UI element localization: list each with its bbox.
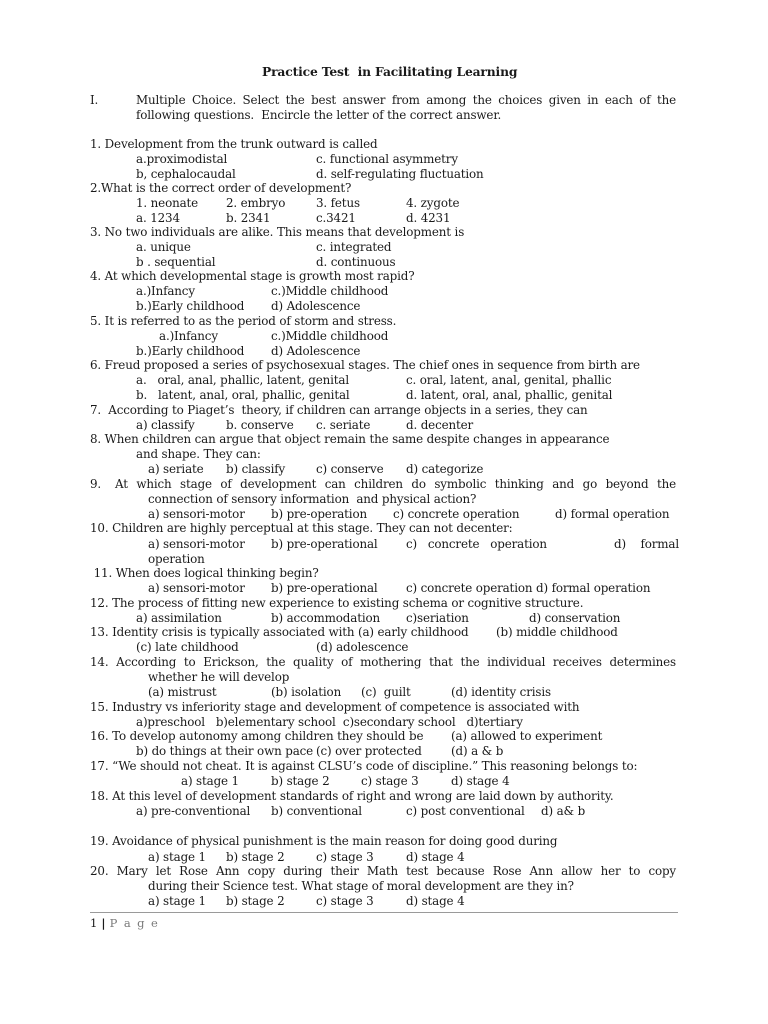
question-9-stem-line1: At which stage of development can children do symbolic thinking and go beyond the [115,477,676,491]
question-8-option-c: c) conserve [316,462,384,476]
question-6-option-d: d. latent, oral, anal, phallic, genital [406,388,613,402]
question-14-option-d: (d) identity crisis [451,685,551,699]
page-number: 1 [90,916,98,930]
question-14-option-c: (c) guilt [361,685,411,699]
question-15-stem: 15. Industry vs inferiority stage and development of competence is associated with [90,700,580,714]
question-7-option-c: c. seriate [316,418,371,432]
question-7-option-a: a) classify [136,418,195,432]
footer-divider [90,912,678,913]
question-3-stem: 3. No two individuals are alike. This means that development is [90,225,465,239]
section-number: I. [90,93,99,107]
question-11-option-a: a) sensori-motor [148,581,245,595]
question-9-option-c: c) concrete operation [393,507,520,521]
question-6-option-a: a. oral, anal, phallic, latent, genital [136,373,350,387]
question-6-stem: 6. Freud proposed a series of psychosexual stages. The chief ones in sequence from birth are [90,358,640,372]
question-3-option-b: b . sequential [136,255,216,269]
question-10-option-d-line1: d) formal [614,537,679,551]
question-15-options: a)preschool b)elementary school c)secondary school d)tertiary [136,715,523,729]
question-1-option-a: a.proximodistal [136,152,228,166]
question-20-option-b: b) stage 2 [226,894,285,908]
question-14-option-b: (b) isolation [271,685,342,699]
question-20-stem-line2: during their Science test. What stage of moral development are they in? [148,879,574,893]
question-20-option-a: a) stage 1 [148,894,206,908]
question-2-item-2: 2. embryo [226,196,286,210]
section-instructions-line1: Multiple Choice. Select the best answer from among the choices given in each of the [136,93,676,107]
question-2-item-3: 3. fetus [316,196,360,210]
question-14-option-a: (a) mistrust [148,685,217,699]
question-16-option-c: (c) over protected [316,744,422,758]
question-19-option-d: d) stage 4 [406,850,465,864]
question-18-stem: 18. At this level of development standards of right and wrong are laid down by authority. [90,789,614,803]
question-17-stem: 17. “We should not cheat. It is against CLSU’s code of discipline.” This reasoning belongs to: [90,759,638,773]
question-19-stem: 19. Avoidance of physical punishment is the main reason for doing good during [90,834,558,848]
question-12-option-b: b) accommodation [271,611,381,625]
question-1-option-d: d. self-regulating fluctuation [316,167,484,181]
question-11-stem: 11. When does logical thinking begin? [90,566,319,580]
question-9-stem-line2: connection of sensory information and physical action? [148,492,477,506]
question-7-stem: 7. According to Piaget’s theory, if children can arrange objects in a series, they can [90,403,588,417]
question-1-option-b: b, cephalocaudal [136,167,236,181]
page-label: P a g e [109,916,160,930]
question-19-option-c: c) stage 3 [316,850,374,864]
question-18-option-c: c) post conventional [406,804,525,818]
question-2-option-c: c.3421 [316,211,356,225]
question-3-option-d: d. continuous [316,255,396,269]
question-20-option-c: c) stage 3 [316,894,374,908]
question-18-option-a: a) pre-conventional [136,804,251,818]
question-9-number: 9. [90,477,102,491]
question-18-option-d: d) a& b [541,804,586,818]
question-17-option-c: c) stage 3 [361,774,419,788]
question-2-option-a: a. 1234 [136,211,180,225]
question-12-option-d: d) conservation [529,611,621,625]
question-1-stem: 1. Development from the trunk outward is called [90,137,378,151]
question-13-option-c: (c) late childhood [136,640,239,654]
question-10-option-c: c) concrete operation [406,537,547,551]
section-instructions-line2: following questions. Encircle the letter of the correct answer. [136,108,502,122]
question-2-item-4: 4. zygote [406,196,460,210]
question-7-option-b: b. conserve [226,418,294,432]
question-19-option-b: b) stage 2 [226,850,285,864]
question-16-option-b: b) do things at their own pace [136,744,314,758]
question-9-option-d: d) formal operation [555,507,670,521]
question-1-option-c: c. functional asymmetry [316,152,458,166]
question-4-stem: 4. At which developmental stage is growth most rapid? [90,269,415,283]
question-14-stem-line2: whether he will develop [148,670,290,684]
question-4-option-a: a.)Infancy [136,284,195,298]
question-5-option-a: a.)Infancy [159,329,218,343]
question-18-option-b: b) conventional [271,804,362,818]
question-10-option-b: b) pre-operational [271,537,378,551]
question-3-option-a: a. unique [136,240,191,254]
question-11-option-b: b) pre-operational [271,581,378,595]
question-7-option-d: d. decenter [406,418,474,432]
question-5-option-c: c.)Middle childhood [271,329,389,343]
question-8-option-d: d) categorize [406,462,484,476]
question-4-option-b: b.)Early childhood [136,299,245,313]
question-16-option-a: (a) allowed to experiment [451,729,603,743]
question-9-option-b: b) pre-operation [271,507,367,521]
question-4-option-d: d) Adolescence [271,299,361,313]
question-3-option-c: c. integrated [316,240,392,254]
question-5-option-b: b.)Early childhood [136,344,245,358]
question-2-option-d: d. 4231 [406,211,451,225]
question-13-option-d: (d) adolescence [316,640,409,654]
question-11-options-c-d: c) concrete operation d) formal operation [406,581,651,595]
question-17-option-a: a) stage 1 [181,774,239,788]
question-5-stem: 5. It is referred to as the period of storm and stress. [90,314,397,328]
question-6-option-c: c. oral, latent, anal, genital, phallic [406,373,612,387]
question-4-option-c: c.)Middle childhood [271,284,389,298]
question-10-stem: 10. Children are highly perceptual at this stage. They can not decenter: [90,521,513,535]
question-8-stem-line2: and shape. They can: [136,447,261,461]
footer-separator: | [101,916,106,930]
question-2-stem: 2.What is the correct order of development? [90,181,352,195]
question-16-stem: 16. To develop autonomy among children they should be [90,729,424,743]
question-13-option-b: (b) middle childhood [496,625,618,639]
question-10-option-d-line2: operation [148,552,205,566]
question-8-stem-line1: 8. When children can argue that object remain the same despite changes in appearance [90,432,610,446]
question-12-stem: 12. The process of fitting new experience to existing schema or cognitive structure. [90,596,584,610]
page-footer [90,916,159,931]
document-title: Practice Test in Facilitating Learning [262,64,518,79]
question-13-stem: 13. Identity crisis is typically associated with (a) early childhood [90,625,469,639]
question-12-option-a: a) assimilation [136,611,222,625]
question-20-stem-line1: 20. Mary let Rose Ann copy during their Math test because Rose Ann allow her to copy [90,864,676,878]
question-20-option-d: d) stage 4 [406,894,465,908]
question-2-item-1: 1. neonate [136,196,199,210]
question-17-option-d: d) stage 4 [451,774,510,788]
question-6-option-b: b. latent, anal, oral, phallic, genital [136,388,350,402]
question-17-option-b: b) stage 2 [271,774,330,788]
question-9-option-a: a) sensori-motor [148,507,245,521]
question-10-option-a: a) sensori-motor [148,537,245,551]
question-19-option-a: a) stage 1 [148,850,206,864]
question-14-stem-line1: 14. According to Erickson, the quality of mothering that the individual receives determines [90,655,676,669]
question-2-option-b: b. 2341 [226,211,271,225]
question-12-option-c: c)seriation [406,611,469,625]
question-8-option-b: b) classify [226,462,286,476]
question-16-option-d: (d) a & b [451,744,504,758]
question-8-option-a: a) seriate [148,462,204,476]
question-5-option-d: d) Adolescence [271,344,361,358]
